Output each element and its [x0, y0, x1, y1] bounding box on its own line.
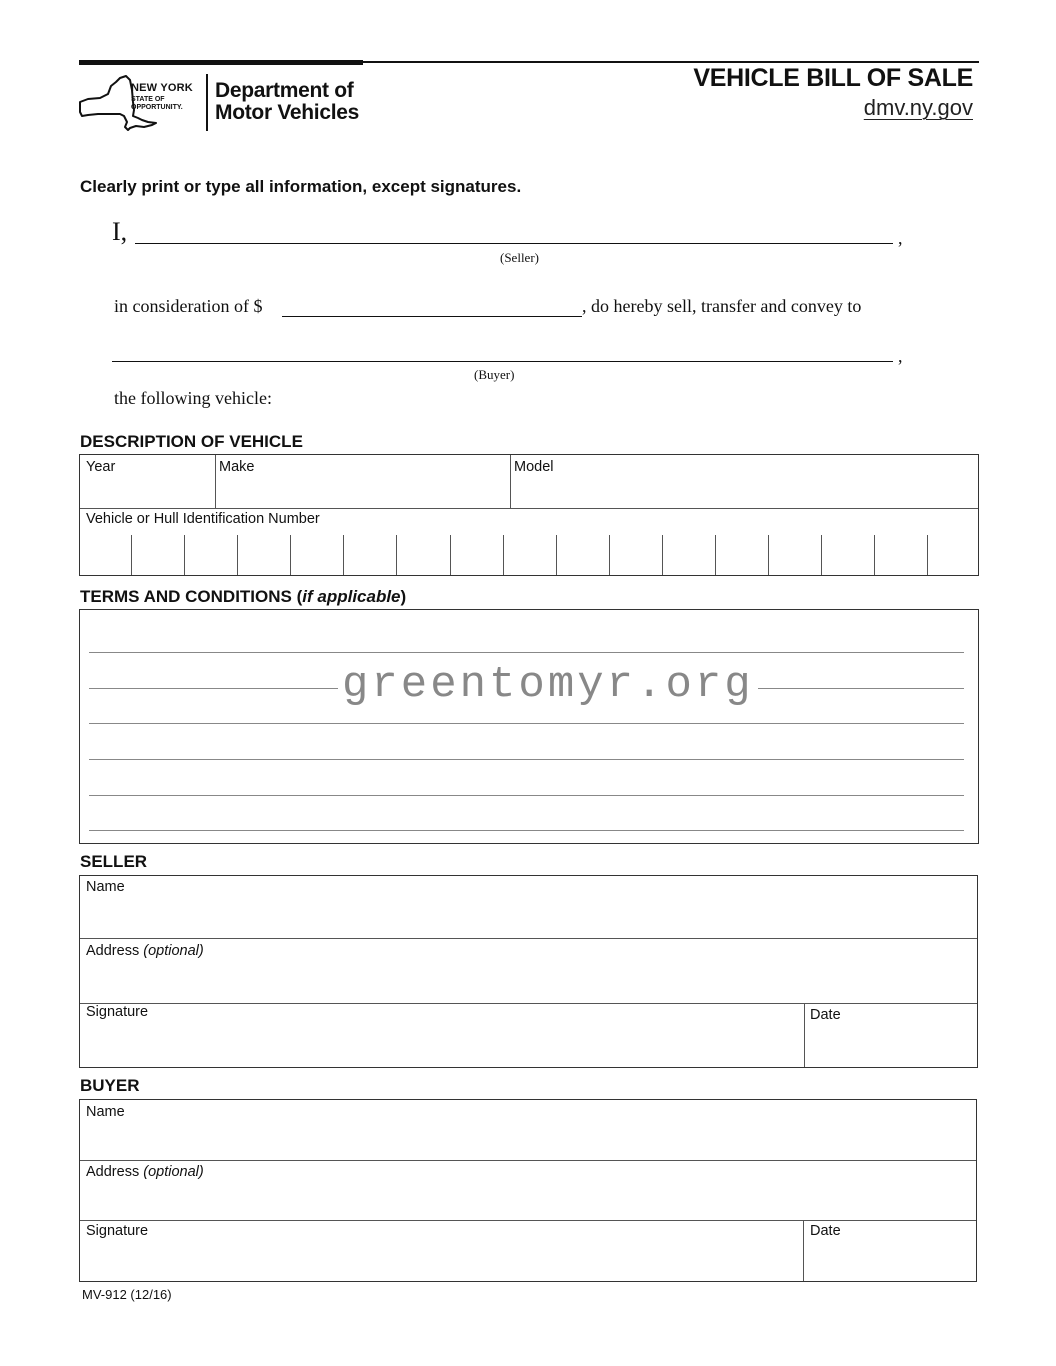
buyer-caption: (Buyer): [474, 367, 515, 382]
seller-date-divider: [804, 1003, 805, 1067]
seller-address-note: (optional): [143, 943, 204, 959]
statement-closing: the following vehicle:: [114, 388, 272, 408]
buyer-address-note: (optional): [143, 1164, 204, 1180]
buyer-address-label: Address: [86, 1164, 140, 1180]
price-line[interactable]: [282, 316, 582, 317]
header-rule-thick: [79, 60, 363, 65]
comma: ,: [898, 228, 903, 248]
buyer-signature-field[interactable]: Signature: [86, 1223, 149, 1239]
comma: ,: [898, 346, 903, 366]
terms-box[interactable]: [79, 609, 979, 844]
form-number: MV-912 (12/16): [82, 1287, 172, 1302]
buyer-date-field[interactable]: Date: [810, 1223, 841, 1239]
agency-name-line-1: Department of: [215, 79, 354, 102]
make-field[interactable]: Make: [219, 459, 255, 475]
vehicle-row-divider: [80, 508, 978, 509]
buyer-row-divider: [80, 1220, 976, 1221]
logo-divider: [206, 74, 208, 131]
vin-box-divider: [662, 535, 663, 575]
buyer-name-line[interactable]: [112, 361, 893, 362]
vin-box-divider: [768, 535, 769, 575]
seller-heading: SELLER: [80, 852, 148, 871]
seller-date-field[interactable]: Date: [810, 1007, 841, 1023]
model-field[interactable]: Model: [514, 459, 554, 475]
vin-box-divider: [396, 535, 397, 575]
seller-caption: (Seller): [500, 250, 539, 265]
terms-line: [89, 759, 964, 760]
logo-tagline-2: OPPORTUNITY.: [131, 104, 183, 111]
vehicle-divider: [510, 455, 511, 508]
statement-prefix: I,: [112, 217, 128, 246]
vin-box-divider: [184, 535, 185, 575]
page-title: VEHICLE BILL OF SALE: [693, 64, 973, 92]
vin-box-divider: [874, 535, 875, 575]
vin-box-divider: [343, 535, 344, 575]
logo-state-name: NEW YORK: [131, 82, 193, 94]
agency-name-line-2: Motor Vehicles: [215, 101, 360, 124]
buyer-name-field[interactable]: Name: [86, 1104, 125, 1120]
terms-line: [89, 830, 964, 831]
header-rule-thin: [363, 61, 979, 63]
buyer-heading: BUYER: [80, 1076, 140, 1095]
year-field[interactable]: Year: [86, 459, 116, 475]
vin-box-divider: [821, 535, 822, 575]
seller-row-divider: [80, 1003, 977, 1004]
seller-address-label: Address: [86, 943, 140, 959]
seller-address-field[interactable]: [86, 943, 204, 959]
vin-box-divider: [609, 535, 610, 575]
seller-name-field[interactable]: Name: [86, 879, 125, 895]
instructions: Clearly print or type all information, except signatures.: [80, 177, 522, 196]
watermark: greentomyr.org: [338, 660, 758, 710]
buyer-row-divider: [80, 1160, 976, 1161]
logo-tagline-1: STATE OF: [131, 96, 165, 103]
vin-box-divider: [131, 535, 132, 575]
buyer-date-divider: [803, 1220, 804, 1281]
vin-box-divider: [503, 535, 504, 575]
seller-signature-field[interactable]: Signature: [86, 1004, 149, 1020]
vin-box-divider: [927, 535, 928, 575]
terms-heading-italic: if applicable: [302, 587, 401, 606]
consideration-suffix: , do hereby sell, transfer and convey to: [582, 296, 862, 316]
seller-name-line[interactable]: [135, 243, 893, 244]
vin-box-divider: [715, 535, 716, 575]
terms-heading-main: TERMS AND CONDITIONS (: [80, 587, 303, 606]
terms-line: [89, 652, 964, 653]
consideration-prefix: in consideration of $: [114, 296, 263, 316]
vehicle-divider: [215, 455, 216, 508]
seller-row-divider: [80, 938, 977, 939]
terms-heading-end: ): [400, 587, 407, 606]
seller-box: [79, 875, 978, 1068]
terms-line: [89, 795, 964, 796]
vin-box-divider: [290, 535, 291, 575]
vehicle-heading: DESCRIPTION OF VEHICLE: [80, 432, 303, 451]
buyer-address-field[interactable]: [86, 1164, 204, 1180]
vin-box-divider: [450, 535, 451, 575]
vin-box-divider: [556, 535, 557, 575]
terms-line: [89, 723, 964, 724]
vin-box-divider: [237, 535, 238, 575]
website-link[interactable]: dmv.ny.gov: [863, 95, 973, 120]
buyer-box: [79, 1099, 977, 1282]
vin-field[interactable]: Vehicle or Hull Identification Number: [86, 511, 320, 527]
terms-heading: [80, 587, 406, 607]
